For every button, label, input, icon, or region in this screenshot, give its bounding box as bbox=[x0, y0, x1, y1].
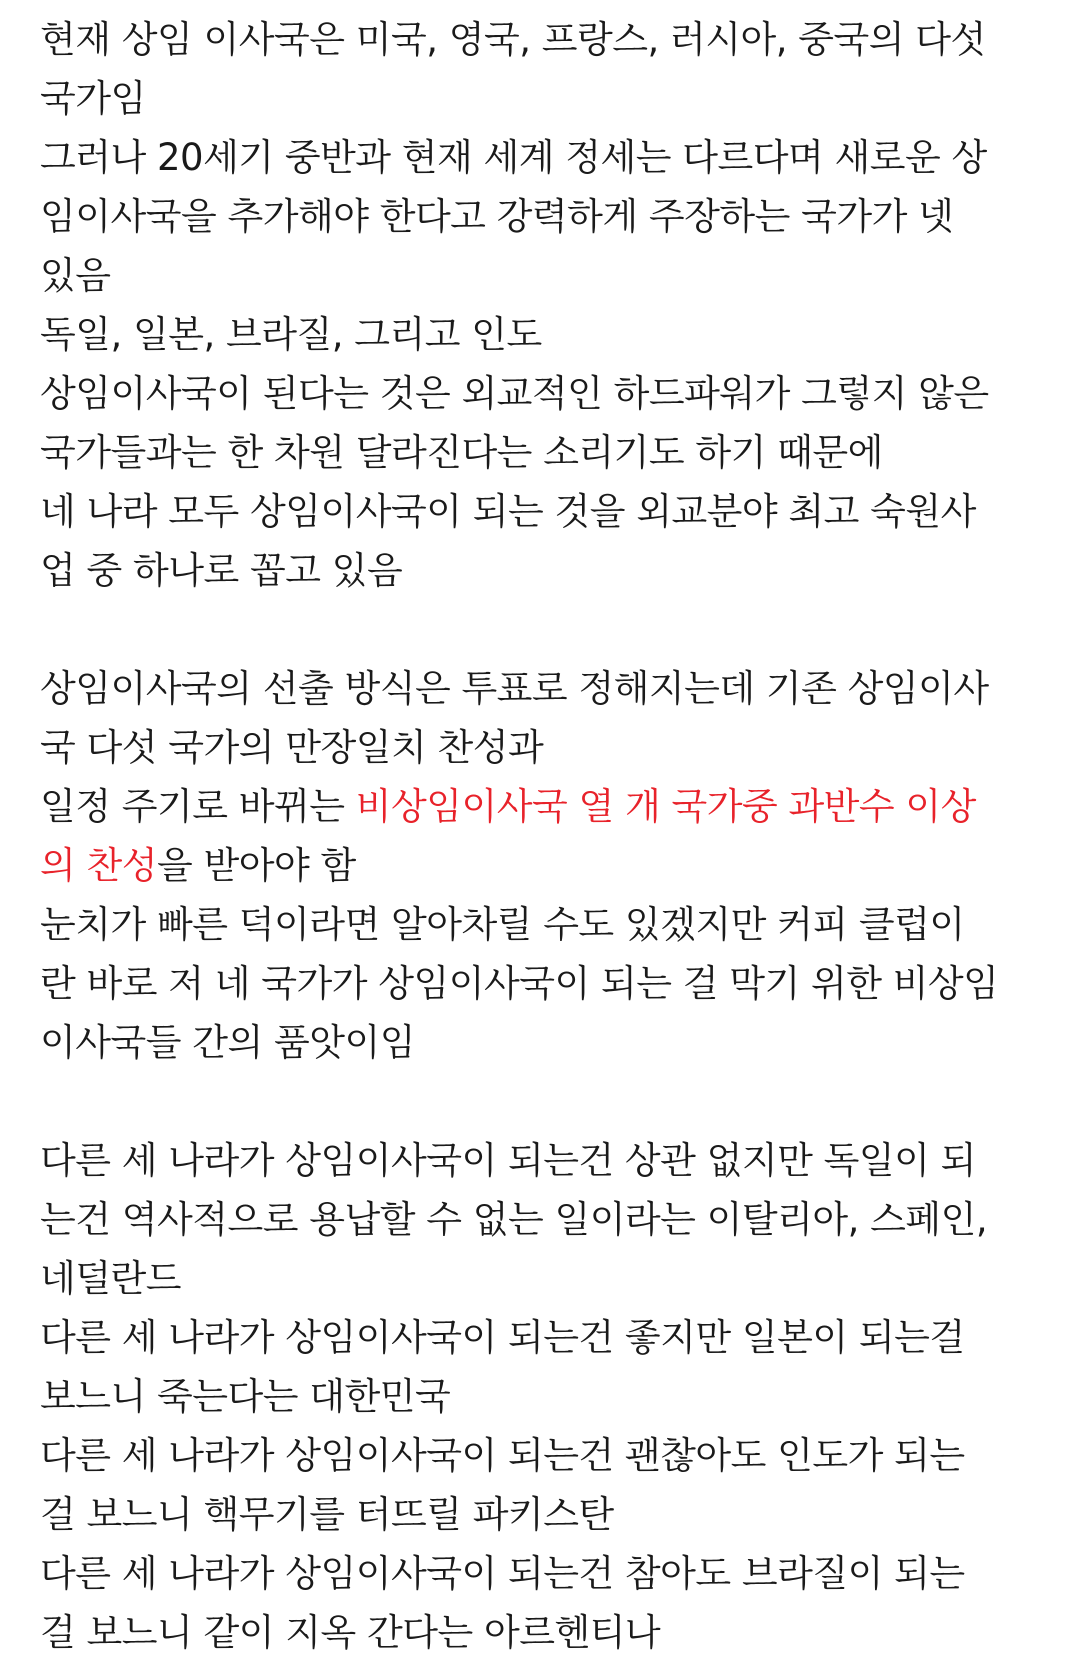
text-line bbox=[40, 1367, 1060, 1426]
text-line bbox=[40, 305, 1060, 364]
text-segment: 현재 상임 이사국은 미국, 영국, 프랑스, 러시아, 중국의 다섯 bbox=[40, 18, 986, 61]
text-line bbox=[40, 1013, 1060, 1072]
text-segment: 보느니 죽는다는 대한민국 bbox=[40, 1375, 451, 1418]
text-line bbox=[40, 246, 1060, 305]
text-line bbox=[40, 895, 1060, 954]
text-line bbox=[40, 69, 1060, 128]
text-segment: 란 바로 저 네 국가가 상임이사국이 되는 걸 막기 위한 비상임 bbox=[40, 962, 999, 1005]
text-line bbox=[40, 1131, 1060, 1190]
text-line bbox=[40, 423, 1060, 482]
text-segment: 업 중 하나로 꼽고 있음 bbox=[40, 549, 403, 592]
text-line bbox=[40, 836, 1060, 895]
text-line bbox=[40, 718, 1060, 777]
text-line bbox=[40, 482, 1060, 541]
text-line bbox=[40, 128, 1060, 187]
text-line bbox=[40, 10, 1060, 69]
paragraph bbox=[40, 1131, 1060, 1662]
text-line bbox=[40, 1426, 1060, 1485]
article-body bbox=[40, 10, 1060, 1662]
text-segment: 걸 보느니 핵무기를 터뜨릴 파키스탄 bbox=[40, 1493, 614, 1536]
paragraph bbox=[40, 10, 1060, 600]
text-line bbox=[40, 1249, 1060, 1308]
text-segment: 임이사국을 추가해야 한다고 강력하게 주장하는 국가가 넷 bbox=[40, 195, 954, 238]
text-line bbox=[40, 1308, 1060, 1367]
text-segment: 국가들과는 한 차원 달라진다는 소리기도 하기 때문에 bbox=[40, 431, 883, 474]
text-segment: 네덜란드 bbox=[40, 1257, 181, 1300]
text-segment: 상임이사국의 선출 방식은 투표로 정해지는데 기존 상임이사 bbox=[40, 667, 989, 710]
text-segment: 국가임 bbox=[40, 77, 146, 120]
text-segment: 있음 bbox=[40, 254, 111, 297]
text-segment: 을 받아야 함 bbox=[157, 844, 356, 887]
text-segment: 눈치가 빠른 덕이라면 알아차릴 수도 있겠지만 커피 클럽이 bbox=[40, 903, 965, 946]
text-segment: 그러나 20세기 중반과 현재 세계 정세는 다르다며 새로운 상 bbox=[40, 136, 987, 179]
text-segment: 다른 세 나라가 상임이사국이 되는건 참아도 브라질이 되는 bbox=[40, 1552, 965, 1595]
text-line bbox=[40, 187, 1060, 246]
text-line bbox=[40, 1485, 1060, 1544]
text-line bbox=[40, 777, 1060, 836]
text-segment: 다른 세 나라가 상임이사국이 되는건 좋지만 일본이 되는걸 bbox=[40, 1316, 965, 1359]
highlighted-text: 의 찬성 bbox=[40, 844, 157, 887]
text-line bbox=[40, 1190, 1060, 1249]
text-line bbox=[40, 954, 1060, 1013]
text-segment: 국 다섯 국가의 만장일치 찬성과 bbox=[40, 726, 544, 769]
text-segment: 일정 주기로 바뀌는 bbox=[40, 785, 356, 828]
text-segment: 독일, 일본, 브라질, 그리고 인도 bbox=[40, 313, 542, 356]
text-line bbox=[40, 1544, 1060, 1603]
text-segment: 이사국들 간의 품앗이임 bbox=[40, 1021, 415, 1064]
text-segment: 네 나라 모두 상임이사국이 되는 것을 외교분야 최고 숙원사 bbox=[40, 490, 976, 533]
text-segment: 다른 세 나라가 상임이사국이 되는건 상관 없지만 독일이 되 bbox=[40, 1139, 976, 1182]
paragraph bbox=[40, 659, 1060, 1072]
text-line bbox=[40, 1603, 1060, 1662]
text-line bbox=[40, 541, 1060, 600]
text-line bbox=[40, 364, 1060, 423]
text-line bbox=[40, 659, 1060, 718]
text-segment: 다른 세 나라가 상임이사국이 되는건 괜찮아도 인도가 되는 bbox=[40, 1434, 965, 1477]
text-segment: 걸 보느니 같이 지옥 간다는 아르헨티나 bbox=[40, 1611, 661, 1654]
text-segment: 상임이사국이 된다는 것은 외교적인 하드파워가 그렇지 않은 bbox=[40, 372, 989, 415]
highlighted-text: 비상임이사국 열 개 국가중 과반수 이상 bbox=[355, 785, 976, 828]
text-segment: 는건 역사적으로 용납할 수 없는 일이라는 이탈리아, 스페인, bbox=[40, 1198, 988, 1241]
